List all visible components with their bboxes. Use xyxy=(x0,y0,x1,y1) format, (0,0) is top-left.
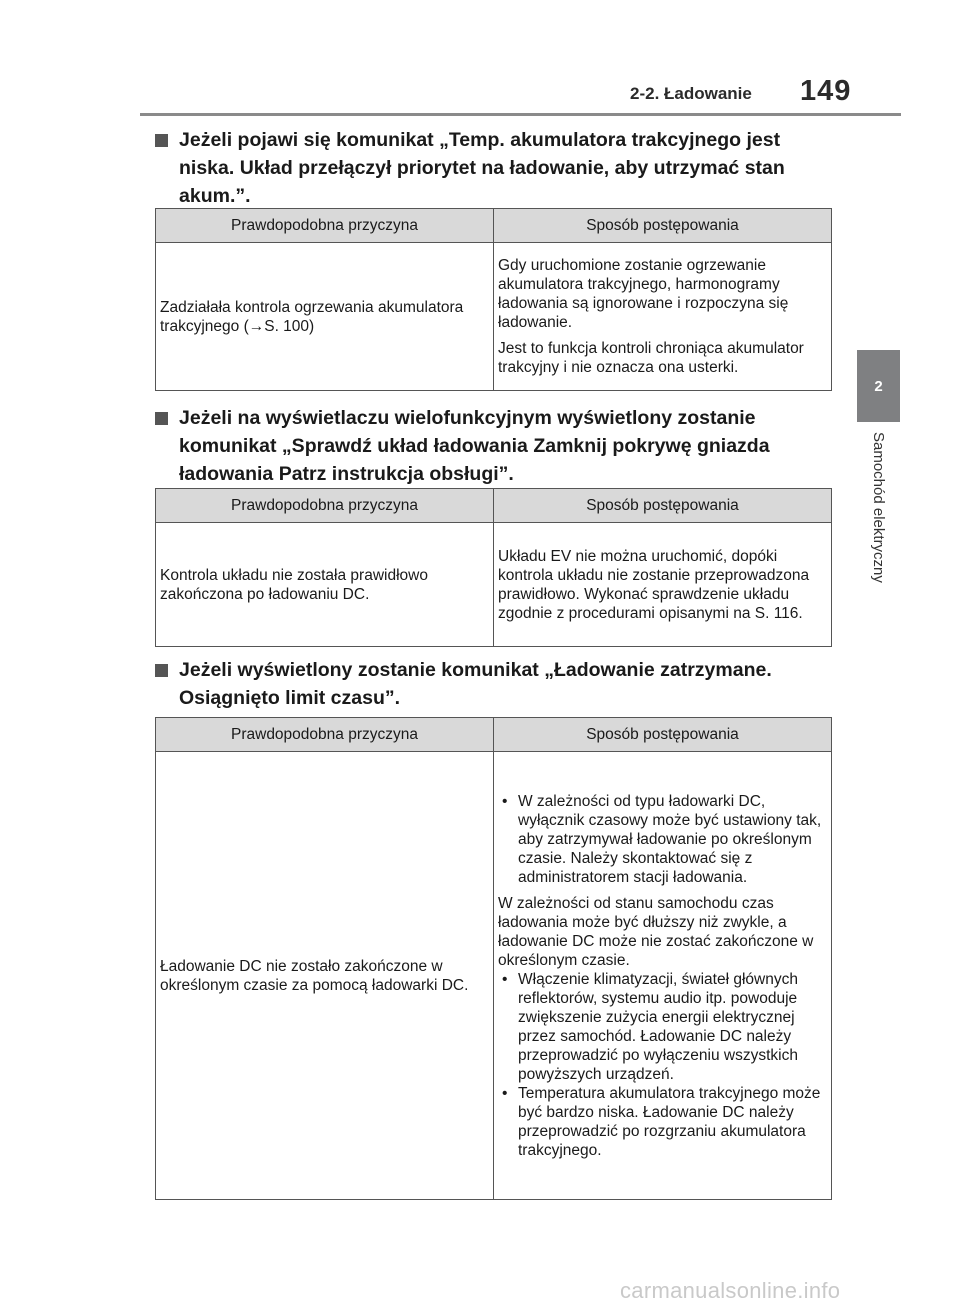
action-paragraph: W zależności od stanu samochodu czas ładowania może być dłuższy niż zwykle, a ładowanie DC może nie zostać zakończone w określonym czasie. xyxy=(498,894,814,969)
section-heading-1 xyxy=(155,126,820,210)
square-bullet-icon xyxy=(155,664,168,677)
action-bullet: • Włączenie klimatyzacji, świateł głównych reflektorów, systemu audio itp. powoduje zwiększenie zużycia energii elektrycznej przez samochód. Ładowanie DC należy przeprowadzić po wyłączeniu wszystkich powyższych urządzeń. xyxy=(498,970,827,1084)
column-header-action: Sposób postępowania xyxy=(494,718,832,752)
action-cell xyxy=(494,523,832,647)
heading-text: Jeżeli na wyświetlaczu wielofunkcyjnym wyświetlony zostanie komunikat „Sprawdź układ ładowania Zamknij pokrywę gniazda ładowania Patrz instrukcja obsługi”. xyxy=(179,407,770,485)
section-heading-2 xyxy=(155,404,820,488)
cause-cell xyxy=(156,523,494,647)
section-title: 2-2. Ładowanie xyxy=(630,84,752,103)
column-header-cause: Prawdopodobna przyczyna xyxy=(156,209,494,243)
action-cell xyxy=(494,752,832,1200)
column-header-cause: Prawdopodobna przyczyna xyxy=(156,718,494,752)
info-table-2 xyxy=(155,488,832,647)
square-bullet-icon xyxy=(155,412,168,425)
info-table-1 xyxy=(155,208,832,391)
square-bullet-icon xyxy=(155,134,168,147)
watermark: carmanualsonline.info xyxy=(620,1278,841,1303)
cause-cell xyxy=(156,243,494,391)
action-paragraph: Jest to funkcja kontroli chroniąca akumulator trakcyjny i nie oznacza ona usterki. xyxy=(498,340,804,376)
action-paragraph: Gdy uruchomione zostanie ogrzewanie akumulatora trakcyjnego, harmonogramy ładowania są ignorowane i rozpoczyna się ładowanie. xyxy=(498,257,789,331)
header-divider xyxy=(140,113,901,116)
cause-text: Kontrola układu nie została prawidłowo zakończona po ładowaniu DC. xyxy=(160,566,428,603)
chapter-label: Samochód elektryczny xyxy=(870,432,887,583)
info-table-3 xyxy=(155,717,832,1200)
cause-text: Zadziałała kontrola ogrzewania akumulatora trakcyjnego (→S. 100) xyxy=(160,298,464,335)
chapter-number: 2 xyxy=(874,377,883,395)
section-heading-3 xyxy=(155,656,820,712)
action-cell xyxy=(494,243,832,391)
cause-cell xyxy=(156,752,494,1200)
heading-text: Jeżeli wyświetlony zostanie komunikat „Ładowanie zatrzymane. Osiągnięto limit czasu”. xyxy=(179,659,772,709)
page-number: 149 xyxy=(800,75,852,107)
column-header-action: Sposób postępowania xyxy=(494,489,832,523)
chapter-label-container xyxy=(857,432,900,622)
chapter-tab xyxy=(857,350,900,422)
action-bullet: • Temperatura akumulatora trakcyjnego może być bardzo niska. Ładowanie DC należy przeprowadzić po rozgrzaniu akumulatora trakcyjnego. xyxy=(498,1084,827,1160)
column-header-cause: Prawdopodobna przyczyna xyxy=(156,489,494,523)
action-bullet: • W zależności od typu ładowarki DC, wyłącznik czasowy może być ustawiony tak, aby zatrzymywał ładowanie po określonym czasie. Należy skontaktować się z administratorem stacji ładowania. xyxy=(498,792,827,887)
heading-text: Jeżeli pojawi się komunikat „Temp. akumulatora trakcyjnego jest niska. Układ przełączył priorytet na ładowanie, aby utrzymać stan akum.”. xyxy=(179,129,785,207)
action-paragraph: Układu EV nie można uruchomić, dopóki kontrola układu nie zostanie przeprowadzona prawidłowo. Wykonać sprawdzenie układu zgodnie z procedurami opisanymi na S. 116. xyxy=(498,547,810,622)
cause-text: Ładowanie DC nie zostało zakończone w określonym czasie za pomocą ładowarki DC. xyxy=(160,957,469,994)
column-header-action: Sposób postępowania xyxy=(494,209,832,243)
